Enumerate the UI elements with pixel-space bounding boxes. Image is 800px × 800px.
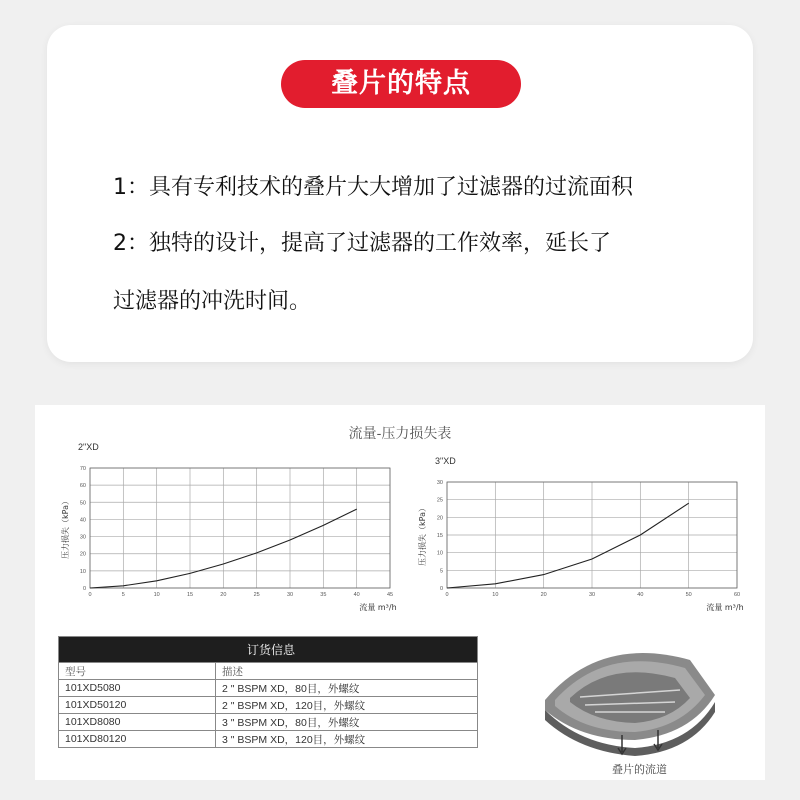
order-model: 101XD80120: [59, 731, 216, 748]
y-tick-label: 30: [79, 534, 86, 541]
x-tick-label: 40: [637, 592, 644, 598]
order-model: 101XD5080: [59, 680, 216, 697]
plot-frame: [90, 468, 390, 588]
chart-2xd: [50, 442, 400, 620]
x-tick-label: 15: [186, 592, 194, 598]
order-desc: 3 " BSPM XD，120目，外螺纹: [216, 731, 478, 748]
y-axis-label: 压力损失（kPa）: [61, 497, 70, 559]
x-axis-label: 流量 m³/h: [359, 603, 397, 612]
order-desc: 2 " BSPM XD，120目，外螺纹: [216, 697, 478, 714]
charts-title: 流量-压力损失表: [348, 426, 452, 442]
y-tick-label: 10: [79, 568, 86, 575]
x-tick-label: 60: [733, 592, 741, 598]
feature-line-1: 1：具有专利技术的叠片大大增加了过滤器的过流面积: [113, 175, 633, 200]
y-tick-label: 30: [436, 480, 443, 486]
y-tick-label: 50: [79, 500, 86, 507]
order-col-model: 型号: [59, 663, 216, 680]
x-tick-label: 20: [540, 592, 547, 598]
chart-3xd: [410, 450, 760, 620]
x-tick-label: 35: [320, 592, 327, 598]
table-row: [59, 731, 478, 748]
x-tick-label: 5: [121, 592, 125, 598]
x-tick-label: 25: [253, 592, 260, 598]
y-tick-label: 60: [79, 483, 86, 490]
chart-title: 3"XD: [435, 456, 456, 466]
y-tick-label: 20: [436, 515, 443, 522]
order-model: 101XD8080: [59, 714, 216, 731]
x-tick-label: 30: [286, 592, 294, 598]
x-tick-label: 45: [386, 592, 394, 598]
x-tick-label: 30: [588, 592, 596, 598]
series-line: [447, 503, 689, 588]
disc-illustration: [540, 640, 720, 760]
order-header-row: [59, 663, 478, 680]
y-tick-label: 20: [79, 551, 86, 558]
x-tick-label: 40: [353, 592, 360, 598]
table-row: [59, 697, 478, 714]
y-axis-label: 压力损失（kPa）: [418, 504, 427, 566]
feature-line-3: 过滤器的冲洗时间。: [113, 289, 312, 314]
y-tick-label: 25: [436, 497, 443, 504]
y-tick-label: 40: [79, 517, 86, 524]
x-tick-label: 10: [492, 592, 499, 598]
x-tick-label: 0: [445, 592, 449, 598]
order-title: 订货信息: [59, 637, 478, 663]
chart-title: 2"XD: [78, 442, 99, 452]
x-tick-label: 20: [220, 592, 227, 598]
x-tick-label: 0: [88, 592, 92, 598]
y-tick-label: 0: [82, 586, 86, 592]
order-model: 101XD50120: [59, 697, 216, 714]
order-desc: 2 " BSPM XD，80目，外螺纹: [216, 680, 478, 697]
x-tick-label: 50: [685, 592, 692, 598]
order-col-desc: 描述: [216, 663, 478, 680]
disc-caption: 叠片的流道: [612, 763, 667, 776]
table-row: [59, 680, 478, 697]
table-row: [59, 714, 478, 731]
y-tick-label: 10: [436, 550, 443, 557]
y-tick-label: 15: [436, 533, 443, 539]
order-desc: 3 " BSPM XD，80目，外螺纹: [216, 714, 478, 731]
feature-line-2: 2：独特的设计，提高了过滤器的工作效率，延长了: [113, 231, 611, 256]
features-title: 叠片的特点: [281, 60, 521, 108]
x-axis-label: 流量 m³/h: [706, 603, 744, 612]
order-table: [58, 636, 478, 748]
y-tick-label: 5: [439, 568, 443, 575]
x-tick-label: 10: [153, 592, 160, 598]
y-tick-label: 0: [439, 586, 443, 592]
y-tick-label: 70: [79, 466, 86, 472]
